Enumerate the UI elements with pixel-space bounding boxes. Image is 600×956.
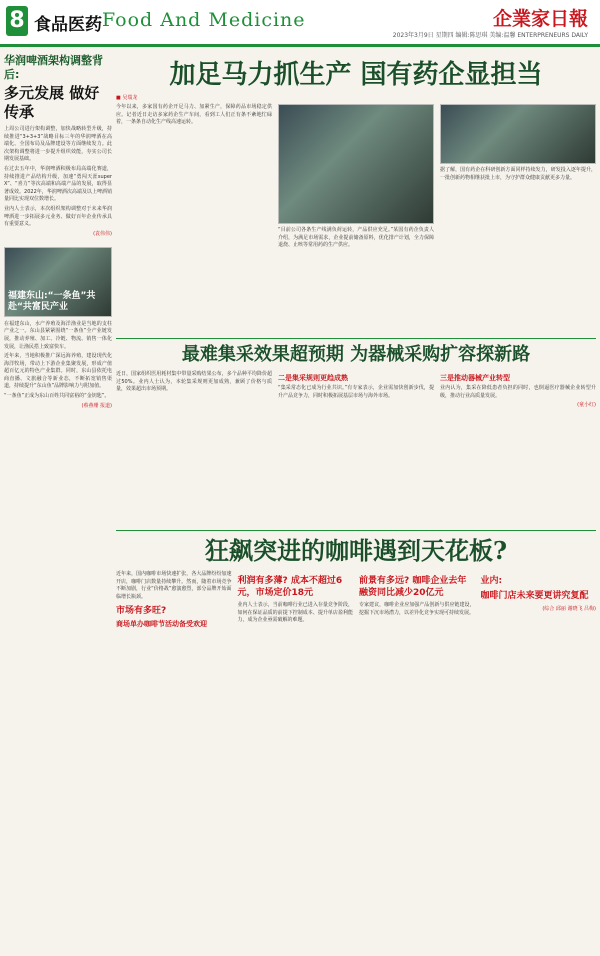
section-title: 食品医药 — [34, 15, 102, 35]
machinery-columns — [116, 371, 596, 526]
subhead: 二是集采规则更趋成熟 — [278, 374, 348, 382]
left-column — [4, 54, 112, 950]
subhead: 三是推动器械产业转型 — [440, 374, 510, 382]
article-paragraph: 业内人士表示，本次组织架构调整对于未来华润啤酒进一步拓展多元业务、做好百年企业传承具有重要意义。 — [4, 205, 112, 228]
subhead: 市场有多旺? — [116, 606, 167, 617]
article-paragraph: 据了解，国有药企在科研创新方面同样持续发力，研发投入逐年提升，一批创新药物相继获批上市，为守护群众健康贡献更多力量。 — [440, 167, 596, 181]
fishing-photo — [4, 247, 112, 317]
subhead: 咖啡门店未来要更讲究复配 — [480, 591, 589, 601]
subhead: 商场单办咖啡节活动备受欢迎 — [116, 620, 207, 629]
byline: ■ 吴瑞龙 — [116, 95, 138, 101]
section-title-en: Food And Medicine — [102, 9, 306, 31]
divider — [116, 530, 596, 531]
article-credit: (蔡燕珊 报道) — [81, 402, 112, 409]
headline-pharma: 加足马力抓生产 国有药企显担当 — [169, 60, 543, 90]
coffee-columns — [116, 571, 596, 631]
pharma-columns — [116, 104, 596, 334]
article-paragraph: 专家建议，咖啡企业应加强产品创新与供应链建设，挖掘下沉市场潜力，以差异化竞争实现可持续发展。 — [359, 602, 475, 616]
divider — [116, 338, 596, 339]
main-area — [116, 54, 596, 950]
article-paragraph: “一条鱼”正成为东山百姓共同富裕的“金钥匙”。 — [4, 393, 110, 400]
article-credit: (综合 邱丽 谢晓飞 吕梅) — [542, 606, 596, 612]
article-kicker: 华润啤酒架构调整背后: — [4, 54, 103, 81]
newspaper-masthead: 企業家日報 — [492, 8, 588, 30]
article-paragraph: 在福建东山，水产养殖及海洋渔业是当地的支柱产业之一。东山县紧紧围绕“一条鱼”全产业链发展，推动养殖、加工、冷链、物流、销售一体化发展，让渔民搭上致富快车。 — [4, 320, 112, 350]
article-paragraph: 今年以来，多家国有药企开足马力、加紧生产，保障药品市场稳定供应。记者近日走访多家药企生产车间，看到工人们正有条不紊地忙碌着，一条条自动化生产线高速运转。 — [116, 104, 272, 126]
article-credit: (袁伟伟) — [93, 230, 112, 237]
production-line-photo — [440, 104, 596, 164]
article-paragraph: 业内人士表示，当前咖啡行业已进入存量竞争阶段，如何在保证品质的前提下控制成本、提升单店盈利能力，成为企业亟需破解的难题。 — [237, 602, 353, 624]
article-paragraph: 近年来，当地积极推广深远海养殖，建设现代化海洋牧场，带动上下游企业集聚发展，形成产值超百亿元的特色产业集群。同时，东山县依托电商直播、文旅融合等新业态，不断拓宽销售渠道，持续提升“东山鱼”品牌影响力与附加值。 — [4, 353, 112, 390]
dateline: 2023年3月9日 星期四 编辑:陈思琪 美编:温馨 ENTERPRENEURS DAILY — [392, 32, 588, 39]
article-credit: (童小红) — [577, 402, 596, 409]
article-paragraph: 业内认为，集采在降低患者负担的同时，也倒逼医疗器械企业转型升级，推动行业高质量发展。 — [440, 385, 596, 399]
article-paragraph: 上周公司进行架构调整，加快战略转型升级，持续推进“3+3+3”战略目标三年的华润啤酒在高端化、全国布局及品牌建设等方面继续发力。此次架构调整将进一步提升组织效能，夯实公司长期发展基础。 — [4, 126, 112, 163]
page-header — [0, 0, 600, 44]
article-paragraph: 近日，国家组织医用耗材集中带量采购结果公布，多个品种平均降价超过50%。业内人士认为，本轮集采规则更加成熟，兼顾了价格与质量，效果超出市场预期。 — [116, 371, 272, 393]
headline-machinery: 最难集采效果超预期 为器械采购扩容探新路 — [181, 344, 531, 365]
section-number: 8 — [6, 6, 28, 36]
article-paragraph: “集采常态化已成为行业共识。”有专家表示，企业需加快创新步伐，提升产品竞争力，同时积极拓展基层市场与海外市场。 — [278, 385, 434, 399]
subhead: 业内: — [480, 576, 503, 586]
header-rule — [0, 44, 600, 47]
article-paragraph: 在过去五年中，华润啤酒积极布局高端化赛道，持续推进产品结构升级，加速“勇闯天涯superX”、“喜力”等次高端和高端产品的发展，取得显著成效。2022年，华润啤酒次高端及以上啤酒销量同比实现双位数增长。 — [4, 165, 112, 203]
photo-caption: 福建东山:“一条鱼”共赴“共富民产业 — [8, 290, 96, 312]
article-title: 多元发展 做好传承 — [4, 84, 100, 121]
article-paragraph: 近年来，国内咖啡市场快速扩张，各大品牌纷纷加速开店，咖啡门店数量持续攀升。然而，随着市场竞争不断加剧，行业“价格战”愈演愈烈，部分品牌开始面临增长瓶颈。 — [116, 571, 232, 600]
article-paragraph: “目前公司各条生产线满负荷运转，产品供应充足。”某国有药企负责人介绍，为满足市场需求，企业提前储备原料，优化排产计划，全力保障退烧、止咳等常用药的生产供应。 — [278, 227, 434, 249]
subhead: 前景有多远? 咖啡企业去年融资同比减少20亿元 — [359, 576, 467, 598]
subhead: 利润有多薄? 成本不超过6元，市场定价18元 — [237, 576, 343, 598]
pharmacy-worker-photo — [278, 104, 434, 224]
headline-coffee: 狂飙突进的咖啡遇到天花板? — [204, 536, 508, 565]
